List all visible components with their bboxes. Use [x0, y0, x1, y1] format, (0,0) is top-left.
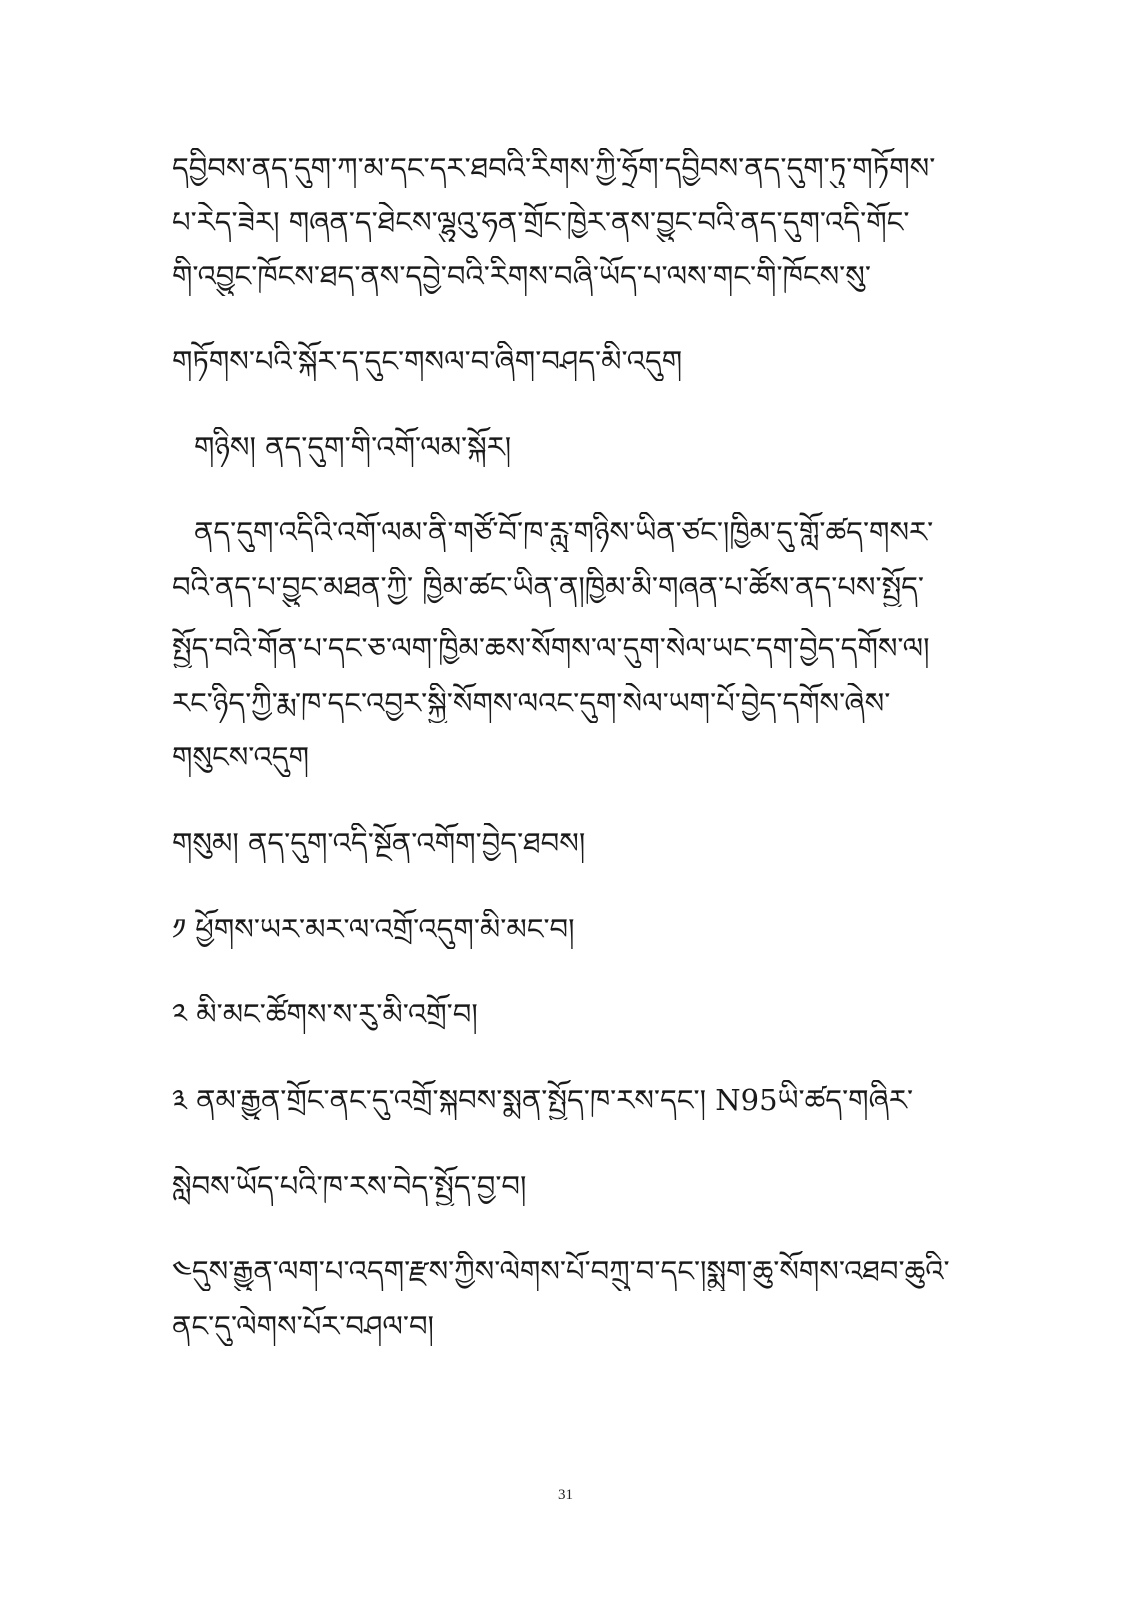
text-line: སླེབས་ཡོད་པའི་ཁ་རས་བེད་སྤྱོད་བྱ་བ།: [172, 1169, 527, 1203]
text-line: གཏོགས་པའི་སྐོར་ད་དུང་གསལ་བ་ཞིག་བཤད་མི་འདུག: [172, 344, 683, 378]
list-item: ༡ ཕྱོགས་ཡར་མར་ལ་འགྲོ་འདུག་མི་མང་བ།: [172, 912, 575, 946]
list-item: ༣ ནམ་རྒྱུན་གྲོང་ནང་དུ་འགྲོ་སྐབས་སྨན་སྤྱོད་ཁ་རས་དང་། N95ཡི་ཚད་གཞིར་: [172, 1083, 914, 1117]
text-line: རང་ཉིད་ཀྱི་རྨ་ཁ་དང་འབྱར་སྐྱི་སོགས་ལའང་དུག་སེལ་ཡག་པོ་བྱེད་དགོས་ཞེས་: [172, 686, 891, 720]
section-heading: གསུམ། ནད་དུག་འདི་སྔོན་འགོག་བྱེད་ཐབས།: [172, 826, 586, 860]
text-line: བའི་ནད་པ་བྱུང་མཐན་ཀྱི་ ཁྱིམ་ཚང་ཡིན་ན།ཁྱིམ་མི་གཞན་པ་ཚོས་ནད་པས་སྤྱོད་: [172, 570, 925, 604]
text-line: དབྱིབས་ནད་དུག་ཀ་མ་དང་དར་ཐབའི་རིགས་ཀྱི་ཧྲོག་དབྱིབས་ནད་དུག་ཏུ་གཏོགས་: [172, 151, 936, 185]
text-line: པ་རེད་ཟེར། གཞན་ད་ཐེངས་ལྷུའུ་ཧན་གྲོང་ཁྱེར་ནས་བྱུང་བའི་ནད་དུག་འདི་གོང་: [172, 205, 910, 239]
text-line: སྤྱོད་བའི་གོན་པ་དང་ཅ་ལག་ཁྱིམ་ཆས་སོགས་ལ་དུག་སེལ་ཡང་དག་བྱེད་དགོས་ལ།: [172, 631, 930, 665]
text-line: གསུངས་འདུག: [172, 740, 309, 774]
page-number: 31: [558, 1487, 573, 1503]
list-item: ༤དུས་རྒྱུན་ལག་པ་འདག་རྫས་ཀྱིས་ལེགས་པོ་བཀྲུ་བ་དང་།སྨུག་ཆུ་སོགས་འཐབ་ཆུའི་: [172, 1254, 950, 1288]
list-item: ༢ མི་མང་ཚོགས་ས་རུ་མི་འགྲོ་བ།: [172, 997, 478, 1031]
text-line: ནད་དུག་འདིའི་འགོ་ལམ་ནི་གཙོ་བོ་ཁ་རླུ་གཉིས་ཡིན་ཙང་།ཁྱིམ་དུ་གློ་ཚད་གསར་: [194, 515, 934, 549]
text-line: ནང་དུ་ལེགས་པོར་བཤལ་བ།: [172, 1309, 434, 1343]
text-line: གི་འབྱུང་ཁོངས་ཐད་ནས་དབྱེ་བའི་རིགས་བཞི་ཡོད་པ་ལས་གང་གི་ཁོངས་སུ་: [172, 259, 871, 293]
section-heading: གཉིས། ནད་དུག་གི་འགོ་ལམ་སྐོར།: [194, 430, 512, 464]
